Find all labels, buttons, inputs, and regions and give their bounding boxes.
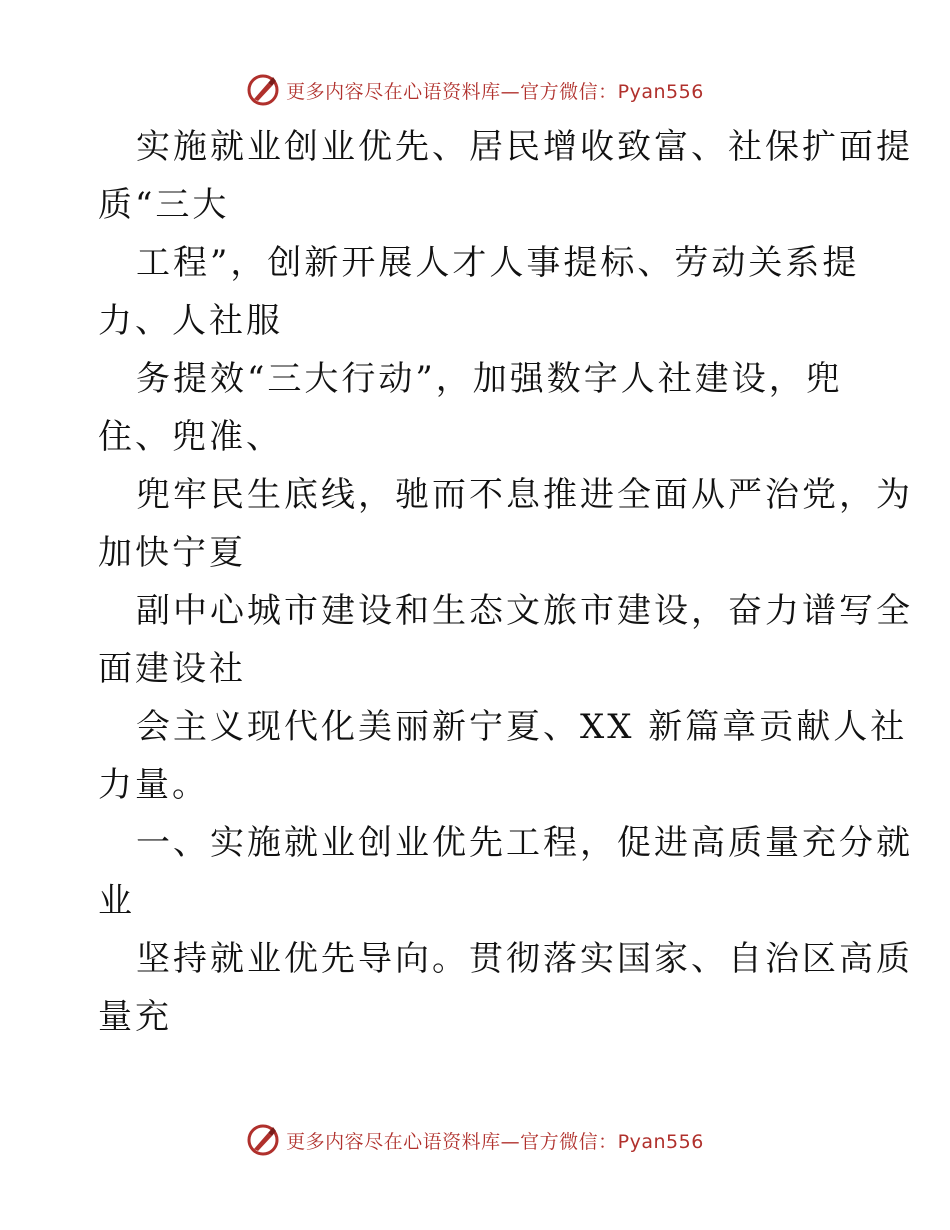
- header-banner: [0, 70, 950, 110]
- text-line: 力量。: [98, 765, 209, 805]
- pen-circle-icon: [246, 1123, 280, 1157]
- text-line: 业: [98, 881, 135, 921]
- text-line: 质“三大: [98, 185, 230, 225]
- text-line: 加快宁夏: [98, 533, 246, 573]
- document-body: [98, 118, 913, 1046]
- text-line: 工程”，创新开展人才人事提标、劳动关系提: [136, 243, 860, 283]
- footer-banner-text: 更多内容尽在心语资料库—官方微信：Pyan556: [286, 1130, 704, 1153]
- footer-banner: [0, 1120, 950, 1160]
- text-line: 坚持就业优先导向。贯彻落实国家、自治区高质: [136, 939, 913, 979]
- text-line: 实施就业创业优先、居民增收致富、社保扩面提: [136, 127, 913, 167]
- text-line: 会主义现代化美丽新宁夏、XX 新篇章贡献人社: [136, 707, 908, 747]
- footer-banner-inner: [246, 1123, 704, 1157]
- text-line: 住、兜准、: [98, 417, 283, 457]
- pen-circle-icon: [246, 73, 280, 107]
- header-banner-inner: [246, 73, 704, 107]
- text-line: 量充: [98, 997, 172, 1037]
- header-banner-text: 更多内容尽在心语资料库—官方微信：Pyan556: [286, 80, 704, 103]
- text-line: 一、实施就业创业优先工程，促进高质量充分就: [136, 823, 913, 863]
- text-line: 兜牢民生底线，驰而不息推进全面从严治党，为: [136, 475, 913, 515]
- text-line: 面建设社: [98, 649, 246, 689]
- text-line: 力、人社服: [98, 301, 283, 341]
- text-line: 务提效“三大行动”，加强数字人社建设，兜: [136, 359, 843, 399]
- text-line: 副中心城市建设和生态文旅市建设，奋力谱写全: [136, 591, 913, 631]
